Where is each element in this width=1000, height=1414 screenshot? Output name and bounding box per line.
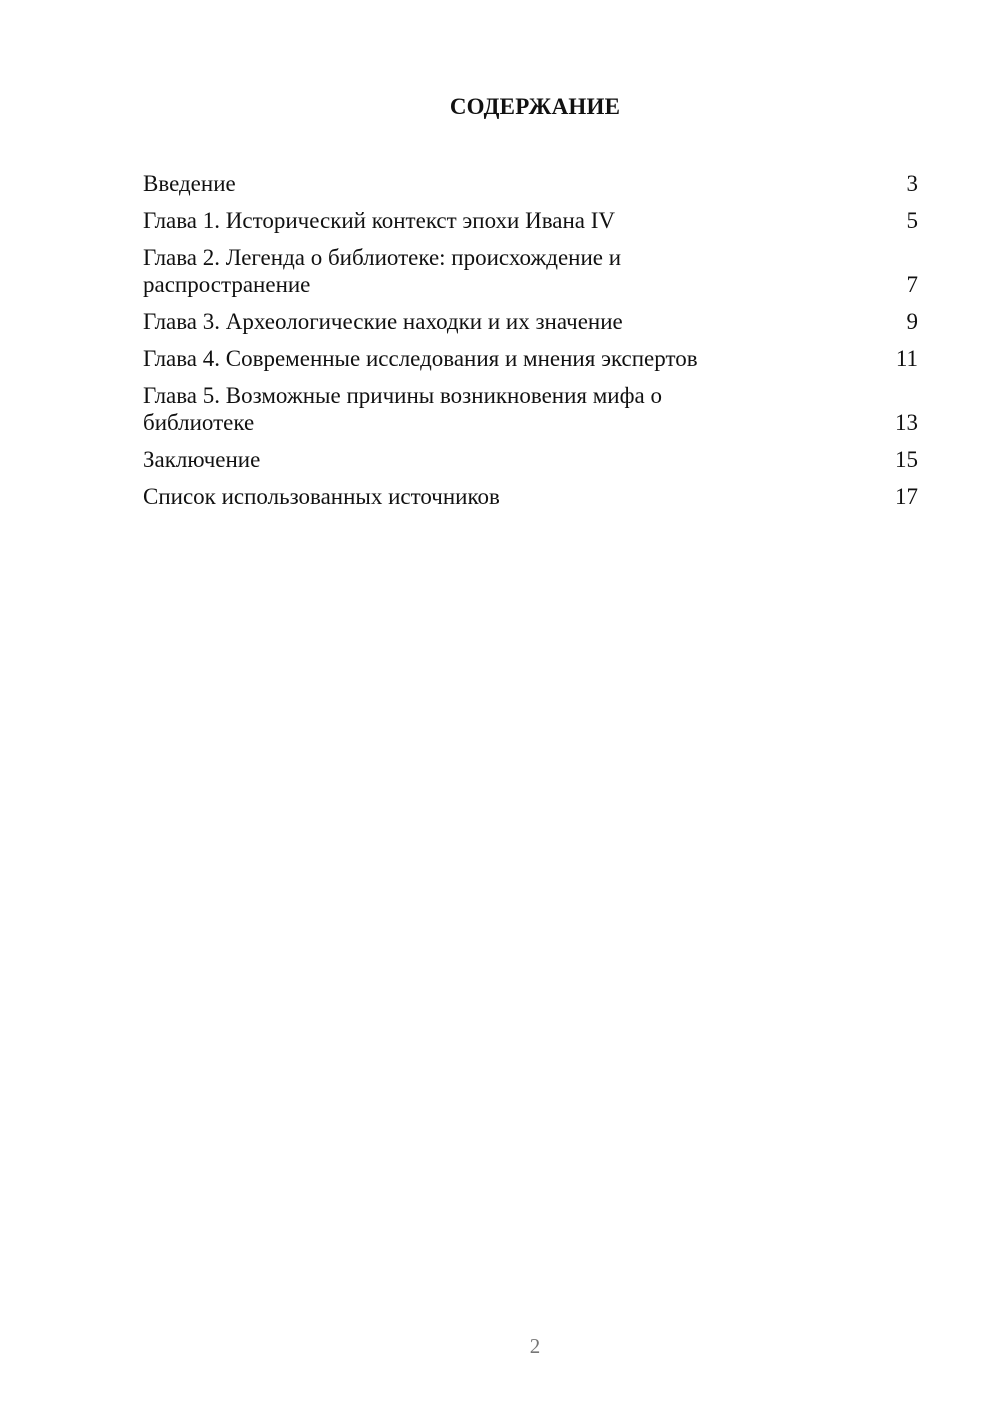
toc-item-label: Глава 1. Исторический контекст эпохи Ивана IV xyxy=(143,208,616,233)
toc-item[interactable] xyxy=(143,244,918,298)
toc-item[interactable] xyxy=(143,308,918,335)
page-title: СОДЕРЖАНИЕ xyxy=(449,94,621,119)
toc-item-label: Список использованных источников xyxy=(143,484,500,509)
toc-item[interactable] xyxy=(143,483,918,510)
toc-item-label: Глава 4. Современные исследования и мнения экспертов xyxy=(143,346,698,371)
toc-item-page: 11 xyxy=(895,346,918,371)
toc-item-page: 9 xyxy=(906,309,918,334)
page-number: 2 xyxy=(529,1334,541,1358)
toc-item-label: Заключение xyxy=(143,447,261,472)
toc-item[interactable] xyxy=(143,170,918,197)
toc-item[interactable] xyxy=(143,207,918,234)
toc-item[interactable] xyxy=(143,382,918,436)
toc-item-page: 13 xyxy=(895,410,918,435)
toc-item-page: 7 xyxy=(906,272,918,297)
toc-item-page: 17 xyxy=(895,484,918,509)
toc-item[interactable] xyxy=(143,345,918,372)
toc-item-label: Введение xyxy=(143,171,236,196)
toc-item-page: 15 xyxy=(895,447,918,472)
toc-item-page: 3 xyxy=(906,171,918,196)
table-of-contents xyxy=(143,170,918,520)
toc-item[interactable] xyxy=(143,446,918,473)
toc-item-page: 5 xyxy=(906,208,918,233)
toc-item-label: Глава 2. Легенда о библиотеке: происхождение и распространение xyxy=(143,245,622,297)
toc-item-label: Глава 5. Возможные причины возникновения мифа о библиотеке xyxy=(143,383,662,435)
toc-item-label: Глава 3. Археологические находки и их значение xyxy=(143,309,623,334)
